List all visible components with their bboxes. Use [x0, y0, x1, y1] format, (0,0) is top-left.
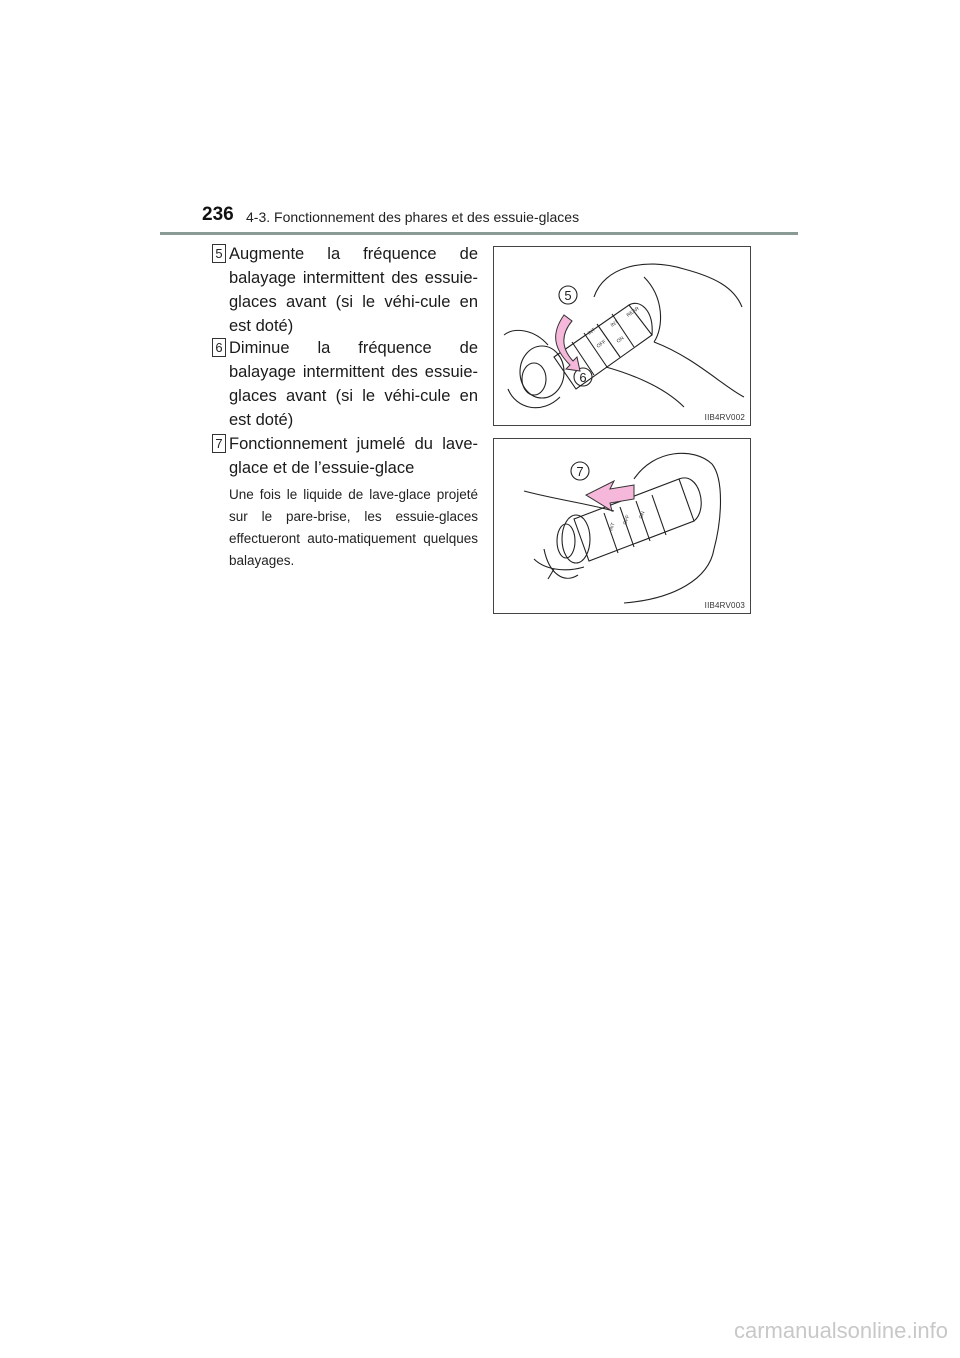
item-number-badge: 6 [212, 338, 226, 357]
wiper-switch-illustration [494, 247, 750, 425]
figure-wiper-frequency [493, 246, 751, 426]
callout-5-label: 5 [564, 288, 572, 303]
switch-label: INT [586, 327, 597, 337]
list-item-7 [212, 432, 478, 480]
switch-label: REAR [625, 305, 641, 319]
watermark: carmanualsonline.info [733, 1318, 948, 1343]
switch-label: INT [609, 319, 620, 329]
switch-label: ON [638, 510, 647, 520]
item-description: Augmente la fréquence de balayage intermittent des essuie-glaces avant (si le véhi-cule en est doté) [229, 245, 478, 335]
switch-label: OFF [595, 338, 608, 350]
figure-code: IIB4RV003 [704, 601, 745, 610]
switch-label: ON [615, 335, 626, 345]
switch-label: INT [608, 522, 617, 532]
header-divider [160, 232, 798, 235]
rotation-arrow-icon [556, 315, 580, 371]
item-description: Fonctionnement jumelé du lave-glace et de l’essuie-glace [229, 435, 478, 477]
figure-washer-wiper [493, 438, 751, 614]
callout-7-label: 7 [576, 464, 584, 479]
list-item-5 [212, 242, 478, 338]
section-title: 4-3. Fonctionnement des phares et des essuie-glaces [246, 209, 580, 225]
page-number: 236 [202, 204, 234, 225]
callout-6-label: 6 [579, 370, 587, 385]
switch-label: OFF [622, 514, 632, 526]
figure-code: IIB4RV002 [704, 413, 745, 422]
item-number-badge: 7 [212, 434, 226, 453]
item-description: Diminue la fréquence de balayage intermittent des essuie-glaces avant (si le véhi-cule en est doté) [229, 339, 478, 429]
item-number-badge: 5 [212, 244, 226, 263]
washer-switch-illustration [494, 439, 750, 613]
list-item-6 [212, 336, 478, 432]
note-text: Une fois le liquide de lave-glace projeté sur le pare-brise, les essuie-glaces effectueront auto-matiquement quelques balayages. [229, 487, 478, 568]
page-header [160, 204, 800, 232]
